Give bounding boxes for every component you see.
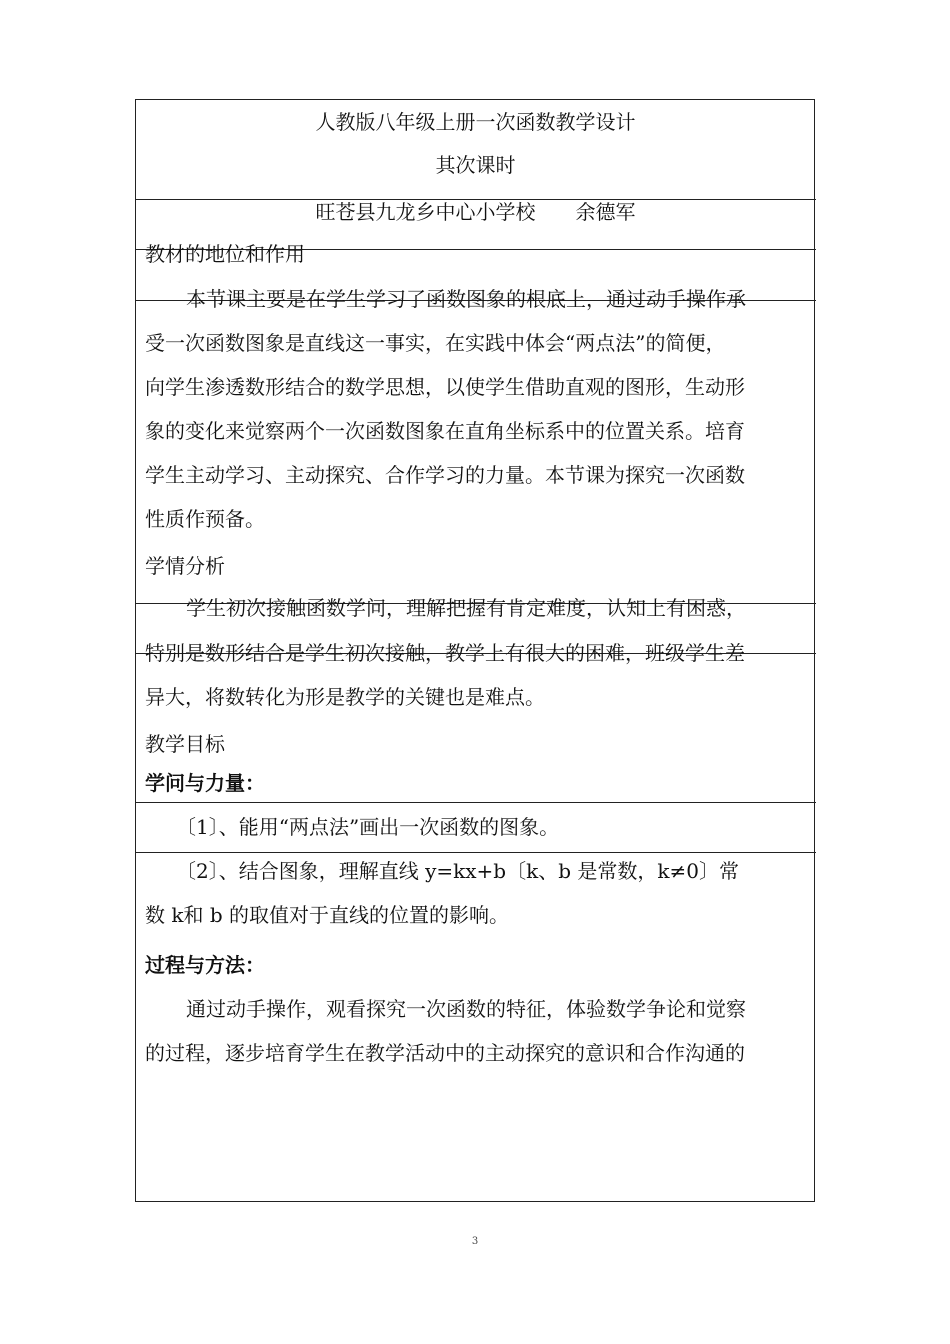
paragraph-line: 本节课主要是在学生学习了函数图象的根底上，通过动手操作承 — [186, 287, 746, 311]
document-title: 人教版八年级上册一次函数教学设计 — [315, 110, 636, 134]
goal-item: 数 k和 b 的取值对于直线的位置的影响。 — [145, 903, 509, 927]
paragraph-line: 的过程，逐步培育学生在教学活动中的主动探究的意识和合作沟通的 — [145, 1041, 745, 1065]
section-heading: 教材的地位和作用 — [145, 242, 305, 266]
page-number: 3 — [471, 1236, 479, 1247]
paragraph-line: 学生初次接触函数学问，理解把握有肯定难度，认知上有困惑， — [186, 596, 746, 620]
document-subtitle: 其次课时 — [435, 153, 516, 177]
paragraph-line: 象的变化来觉察两个一次函数图象在直角坐标系中的位置关系。培育 — [145, 419, 745, 443]
goal-item: 〔2〕、结合图象，理解直线 y=kx+b〔k、b 是常数，k≠0〕常 — [176, 859, 739, 883]
author-line: 旺苍县九龙乡中心小学校 余德军 — [315, 200, 636, 224]
paragraph-line: 向学生渗透数形结合的数学思想，以使学生借助直观的图形，生动形 — [145, 375, 745, 399]
goal-item: 〔1〕、能用“两点法”画出一次函数的图象。 — [176, 815, 560, 839]
subsection-heading: 过程与方法： — [145, 953, 265, 977]
paragraph-line: 性质作预备。 — [145, 507, 265, 531]
paragraph-line: 特别是数形结合是学生初次接触，教学上有很大的困难，班级学生差 — [145, 641, 745, 665]
table-divider — [135, 852, 816, 853]
paragraph-line: 通过动手操作，观看探究一次函数的特征，体验数学争论和觉察 — [186, 997, 746, 1021]
paragraph-line: 学生主动学习、主动探究、合作学习的力量。本节课为探究一次函数 — [145, 463, 745, 487]
subsection-heading: 学问与力量： — [145, 771, 265, 795]
paragraph-line: 异大，将数转化为形是教学的关键也是难点。 — [145, 685, 545, 709]
paragraph-line: 受一次函数图象是直线这一事实，在实践中体会“两点法”的简便， — [145, 331, 726, 355]
section-heading: 教学目标 — [145, 732, 225, 756]
section-heading: 学情分析 — [145, 554, 225, 578]
table-divider — [135, 802, 816, 803]
